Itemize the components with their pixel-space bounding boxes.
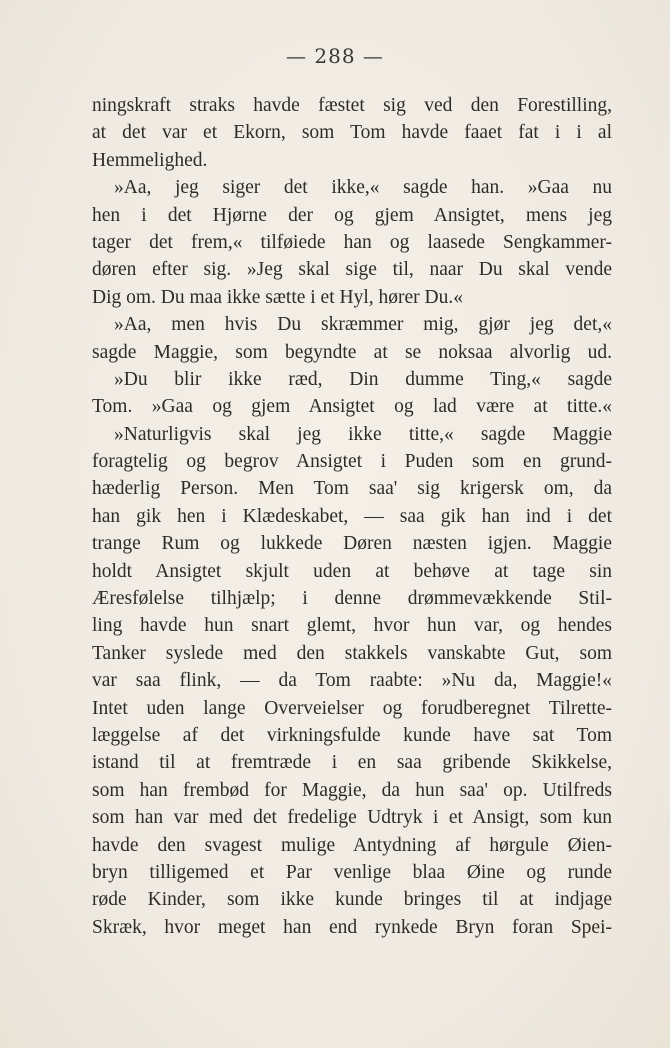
body-text <box>92 92 612 941</box>
text-line: Intet uden lange Overveielser og forudberegnet Tilrette- <box>92 697 612 719</box>
text-line: røde Kinder, som ikke kunde bringes til at indjage <box>92 889 612 911</box>
text-line: foragtelig og begrov Ansigtet i Puden som en grund- <box>92 451 612 473</box>
text-line: »Naturligvis skal jeg ikke titte,« sagde Maggie <box>114 423 612 445</box>
text-line: havde den svagest mulige Antydning af hørgule Øien- <box>92 834 612 856</box>
text-line: han gik hen i Klædeskabet, — saa gik han ind i det <box>92 505 612 527</box>
text-line: Dig om. Du maa ikke sætte i et Hyl, hører Du.« <box>92 286 463 308</box>
text-line: var saa flink, — da Tom raabte: »Nu da, Maggie!« <box>92 670 612 692</box>
text-line: sagde Maggie, som begyndte at se noksaa alvorlig ud. <box>92 341 612 363</box>
text-line: bryn tilligemed et Par venlige blaa Øine og runde <box>92 861 612 883</box>
text-line: ling havde hun snart glemt, hvor hun var, og hendes <box>92 615 612 637</box>
text-line: Tom. »Gaa og gjem Ansigtet og lad være at titte.« <box>92 396 612 418</box>
page-number: — 288 — <box>286 44 384 68</box>
text-line: tager det frem,« tilføiede han og laasede Sengkammer- <box>92 231 612 253</box>
text-line: »Du blir ikke ræd, Din dumme Ting,« sagde <box>114 368 612 390</box>
text-line: at det var et Ekorn, som Tom havde faaet fat i i al <box>92 122 612 144</box>
text-line: døren efter sig. »Jeg skal sige til, naar Du skal vende <box>92 259 612 281</box>
text-line: som han frembød for Maggie, da hun saa' op. Utilfreds <box>92 779 612 801</box>
text-line: Tanker syslede med den stakkels vanskabte Gut, som <box>92 642 612 664</box>
text-line: Æresfølelse tilhjælp; i denne drømmevækkende Stil- <box>92 588 612 610</box>
text-line: hæderlig Person. Men Tom saa' sig krigersk om, da <box>92 478 612 500</box>
text-line: ningskraft straks havde fæstet sig ved den Forestilling, <box>92 95 612 116</box>
text-line: læggelse af det virkningsfulde kunde have sat Tom <box>92 724 612 746</box>
text-line: holdt Ansigtet skjult uden at behøve at tage sin <box>92 560 612 582</box>
text-line: som han var med det fredelige Udtryk i et Ansigt, som kun <box>92 807 612 829</box>
text-line: Hemmelighed. <box>92 149 208 171</box>
text-line: istand til at fremtræde i en saa gribende Skikkelse, <box>92 752 612 774</box>
text-line: trange Rum og lukkede Døren næsten igjen. Maggie <box>92 533 612 555</box>
text-line: Skræk, hvor meget han end rynkede Bryn foran Spei- <box>92 916 612 938</box>
text-line: »Aa, jeg siger det ikke,« sagde han. »Gaa nu <box>114 177 612 199</box>
text-line: »Aa, men hvis Du skræmmer mig, gjør jeg det,« <box>114 314 612 336</box>
text-line: hen i det Hjørne der og gjem Ansigtet, mens jeg <box>92 204 612 226</box>
